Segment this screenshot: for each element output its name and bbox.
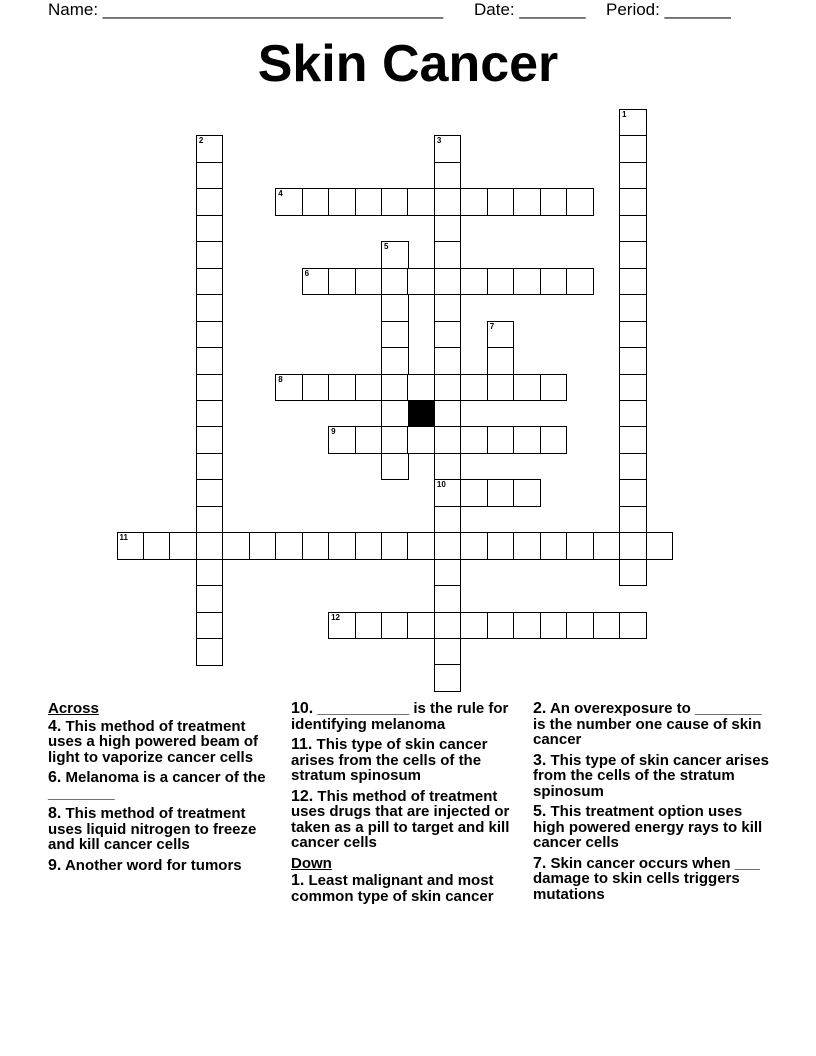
cell-number: 10 — [436, 480, 446, 490]
grid-cell[interactable] — [302, 374, 330, 402]
clue-text: Least malignant and most common type of skin cancer — [291, 872, 494, 905]
grid-cell[interactable] — [619, 294, 647, 322]
clue-number: 10. — [291, 700, 314, 717]
page-title: Skin Cancer — [257, 35, 559, 93]
grid-cell[interactable] — [196, 479, 224, 507]
grid-cell[interactable] — [460, 188, 488, 216]
grid-cell[interactable] — [355, 188, 383, 216]
clue-text: This type of skin cancer arises from the cells of the stratum spinosum — [291, 736, 488, 784]
clue-number: 8. — [48, 805, 62, 822]
grid-cell[interactable] — [619, 612, 647, 640]
grid-cell[interactable] — [196, 374, 224, 402]
clue-text: Melanoma is a cancer of the ________ — [48, 769, 266, 802]
clue-text: An overexposure to ________ is the number one cause of skin cancer — [533, 700, 762, 748]
grid-cell[interactable] — [328, 374, 356, 402]
grid-cell[interactable] — [487, 532, 515, 560]
grid-cell[interactable] — [381, 321, 409, 349]
grid-cell[interactable] — [381, 453, 409, 481]
grid-cell[interactable] — [196, 585, 224, 613]
grid-cell[interactable] — [487, 374, 515, 402]
grid-cell[interactable] — [169, 532, 197, 560]
black-square — [408, 400, 435, 427]
grid-cell[interactable] — [381, 294, 409, 322]
grid-cell[interactable] — [328, 426, 356, 454]
grid-cell[interactable] — [196, 135, 224, 163]
grid-cell[interactable] — [566, 532, 594, 560]
clue-across-8 — [48, 806, 280, 853]
cell-number: 8 — [278, 374, 283, 384]
cell-number: 2 — [198, 136, 204, 146]
clue-text: This method of treatment uses liquid nitrogen to freeze and kill cancer cells — [48, 805, 257, 853]
grid-cell[interactable] — [302, 188, 330, 216]
grid-cell[interactable] — [619, 532, 647, 560]
grid-cell[interactable] — [355, 426, 383, 454]
grid-cell[interactable] — [460, 268, 488, 296]
clue-number: 7. — [533, 854, 547, 872]
grid-cell[interactable] — [196, 215, 224, 243]
grid-cell[interactable] — [487, 426, 515, 454]
across-heading: Across — [48, 700, 99, 717]
grid-cell[interactable] — [196, 321, 224, 349]
grid-cell[interactable] — [434, 347, 462, 375]
grid-cell[interactable] — [381, 241, 409, 269]
clue-number: 12. — [291, 787, 314, 805]
grid-cell[interactable] — [434, 453, 462, 481]
grid-cell[interactable] — [434, 479, 462, 507]
across-column-1 — [48, 701, 280, 878]
clue-text: This treatment option uses high powered energy rays to kill cancer cells — [533, 803, 763, 851]
clue-number: 11. — [291, 736, 313, 753]
grid-cell[interactable] — [407, 612, 435, 640]
clue-down-2 — [533, 701, 773, 748]
grid-cell[interactable] — [513, 374, 541, 402]
grid-cell[interactable] — [355, 532, 383, 560]
grid-cell[interactable] — [434, 162, 462, 190]
grid-cell[interactable] — [540, 612, 568, 640]
grid-cell[interactable] — [619, 215, 647, 243]
grid-cell[interactable] — [143, 532, 171, 560]
grid-cell[interactable] — [513, 532, 541, 560]
clue-across-12 — [291, 789, 523, 851]
grid-cell[interactable] — [513, 426, 541, 454]
grid-cell[interactable] — [407, 532, 435, 560]
grid-cell[interactable] — [460, 532, 488, 560]
cell-number: 5 — [384, 242, 389, 252]
clue-number: 2. — [533, 700, 547, 717]
grid-cell[interactable] — [460, 612, 488, 640]
grid-cell[interactable] — [460, 479, 488, 507]
clue-number: 3. — [533, 751, 547, 769]
grid-cell[interactable] — [566, 268, 594, 296]
grid-cell[interactable] — [434, 664, 462, 692]
grid-cell[interactable] — [381, 374, 409, 402]
clue-down-7 — [533, 856, 773, 903]
clue-across-9 — [48, 858, 280, 874]
clue-text: This type of skin cancer arises from the cells of the stratum spinosum — [533, 751, 769, 800]
clue-down-5 — [533, 804, 773, 851]
grid-cell[interactable] — [275, 188, 303, 216]
grid-cell[interactable] — [302, 268, 330, 296]
grid-cell[interactable] — [619, 506, 647, 534]
grid-cell[interactable] — [249, 532, 277, 560]
grid-cell[interactable] — [434, 426, 462, 454]
grid-cell[interactable] — [513, 612, 541, 640]
clue-text: Another word for tumors — [64, 856, 242, 874]
cell-number: 3 — [436, 136, 442, 146]
cell-number: 7 — [489, 321, 495, 331]
grid-cell[interactable] — [434, 400, 462, 428]
grid-cell[interactable] — [196, 400, 224, 428]
grid-cell[interactable] — [196, 294, 224, 322]
grid-cell[interactable] — [434, 638, 462, 666]
grid-cell[interactable] — [460, 374, 488, 402]
grid-cell[interactable] — [196, 188, 224, 216]
grid-cell[interactable] — [196, 426, 224, 454]
grid-cell[interactable] — [619, 400, 647, 428]
clue-across-11 — [291, 737, 523, 784]
grid-cell[interactable] — [646, 532, 674, 560]
grid-cell[interactable] — [619, 426, 647, 454]
clue-number: 6. — [48, 769, 62, 786]
clue-number: 9. — [48, 856, 62, 874]
grid-cell[interactable] — [328, 612, 356, 640]
grid-cell[interactable] — [381, 426, 409, 454]
grid-cell[interactable] — [487, 188, 515, 216]
grid-cell[interactable] — [434, 241, 462, 269]
clue-across-10 — [291, 701, 523, 732]
grid-cell[interactable] — [619, 268, 647, 296]
grid-cell[interactable] — [540, 426, 568, 454]
grid-cell[interactable] — [196, 268, 224, 296]
grid-cell[interactable] — [487, 321, 515, 349]
clue-column-3 — [533, 701, 773, 907]
grid-cell[interactable] — [355, 374, 383, 402]
grid-cell[interactable] — [619, 559, 647, 587]
grid-cell[interactable] — [275, 532, 303, 560]
name-field[interactable]: Name: ____________________________________ — [48, 0, 444, 19]
cell-number: 4 — [278, 189, 283, 199]
grid-cell[interactable] — [460, 426, 488, 454]
clue-number: 5. — [533, 803, 547, 820]
grid-cell[interactable] — [381, 400, 409, 428]
grid-cell[interactable] — [328, 268, 356, 296]
grid-cell[interactable] — [566, 612, 594, 640]
clue-text: This method of treatment uses drugs that are injected or taken as a pill to target and kill cancer cells — [291, 787, 510, 851]
grid-cell[interactable] — [196, 453, 224, 481]
grid-cell[interactable] — [540, 188, 568, 216]
cell-number: 11 — [119, 533, 128, 543]
clue-down-3 — [533, 753, 773, 800]
clue-down-1 — [291, 873, 523, 904]
grid-cell[interactable] — [434, 321, 462, 349]
grid-cell[interactable] — [593, 612, 621, 640]
grid-cell[interactable] — [222, 532, 250, 560]
grid-cell[interactable] — [619, 374, 647, 402]
grid-cell[interactable] — [619, 162, 647, 190]
grid-cell[interactable] — [196, 532, 224, 560]
grid-cell[interactable] — [434, 532, 462, 560]
grid-cell[interactable] — [619, 347, 647, 375]
grid-cell[interactable] — [434, 135, 462, 163]
grid-cell[interactable] — [196, 162, 224, 190]
grid-cell[interactable] — [381, 612, 409, 640]
grid-cell[interactable] — [407, 268, 435, 296]
grid-cell[interactable] — [196, 506, 224, 534]
cell-number: 6 — [304, 268, 310, 278]
cell-number: 12 — [331, 612, 340, 622]
grid-cell[interactable] — [487, 347, 515, 375]
clue-number: 4. — [48, 717, 62, 735]
grid-cell[interactable] — [407, 374, 435, 402]
grid-cell[interactable] — [513, 188, 541, 216]
grid-cell[interactable] — [540, 532, 568, 560]
grid-cell[interactable] — [381, 188, 409, 216]
grid-cell[interactable] — [566, 188, 594, 216]
cell-number: 1 — [622, 110, 627, 119]
grid-cell[interactable] — [619, 241, 647, 269]
period-field[interactable]: Period: _______ — [606, 0, 731, 19]
grid-cell[interactable] — [487, 612, 515, 640]
clue-text: Skin cancer occurs when ___ damage to skin cells triggers mutations — [533, 854, 760, 903]
grid-cell[interactable] — [196, 559, 224, 587]
grid-cell[interactable] — [593, 532, 621, 560]
grid-cell[interactable] — [196, 347, 224, 375]
grid-cell[interactable] — [619, 188, 647, 216]
clue-text: ___________ is the rule for identifying melanoma — [291, 700, 509, 733]
grid-cell[interactable] — [328, 532, 356, 560]
cell-number: 9 — [331, 427, 336, 437]
grid-cell[interactable] — [275, 374, 303, 402]
grid-cell[interactable] — [381, 532, 409, 560]
grid-cell[interactable] — [434, 268, 462, 296]
grid-cell[interactable] — [513, 479, 541, 507]
grid-cell[interactable] — [619, 479, 647, 507]
down-heading: Down — [291, 854, 332, 872]
clue-text: This method of treatment uses a high powered beam of light to vaporize cancer cells — [48, 717, 259, 766]
grid-cell[interactable] — [328, 188, 356, 216]
grid-cell[interactable] — [196, 638, 224, 666]
grid-cell[interactable] — [540, 268, 568, 296]
grid-cell[interactable] — [434, 612, 462, 640]
grid-cell[interactable] — [434, 506, 462, 534]
grid-cell[interactable] — [540, 374, 568, 402]
grid-cell[interactable] — [487, 268, 515, 296]
clue-across-6 — [48, 770, 280, 801]
grid-cell[interactable] — [117, 532, 145, 560]
grid-cell[interactable] — [355, 612, 383, 640]
clue-number: 1. — [291, 872, 305, 889]
grid-cell[interactable] — [196, 612, 224, 640]
grid-cell[interactable] — [487, 479, 515, 507]
grid-cell[interactable] — [619, 321, 647, 349]
grid-cell[interactable] — [434, 215, 462, 243]
grid-cell[interactable] — [434, 294, 462, 322]
grid-cell[interactable] — [513, 268, 541, 296]
clue-across-4 — [48, 719, 280, 766]
grid-cell[interactable] — [434, 585, 462, 613]
grid-cell[interactable] — [619, 135, 647, 163]
date-field[interactable]: Date: _______ — [474, 0, 586, 19]
grid-cell[interactable] — [407, 188, 435, 216]
grid-cell[interactable] — [302, 532, 330, 560]
grid-cell[interactable] — [619, 453, 647, 481]
grid-cell[interactable] — [619, 109, 647, 137]
grid-cell[interactable] — [196, 241, 224, 269]
grid-cell[interactable] — [434, 374, 462, 402]
clue-column-2 — [291, 701, 523, 909]
grid-cell[interactable] — [355, 268, 383, 296]
grid-cell[interactable] — [381, 347, 409, 375]
grid-cell[interactable] — [434, 559, 462, 587]
grid-cell[interactable] — [407, 426, 435, 454]
grid-cell[interactable] — [434, 188, 462, 216]
grid-cell[interactable] — [381, 268, 409, 296]
